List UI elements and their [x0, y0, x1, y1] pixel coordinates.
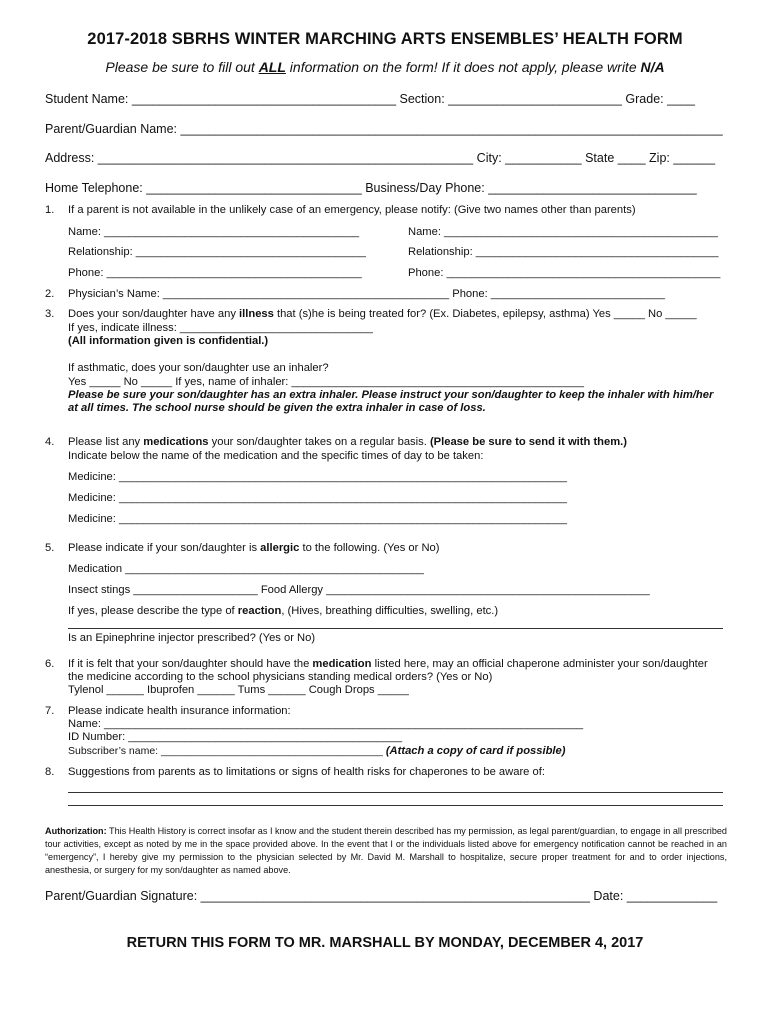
chaperone-medication-question: If it is felt that your son/daughter should have the medication listed here, may an official chaperone administer your son/daughter	[68, 658, 708, 670]
item-5-number: 5.	[45, 542, 55, 554]
medicine-line-2[interactable]: Medicine: ________________________________________________________________________	[68, 492, 567, 504]
allergy-medication-line[interactable]: Medication ________________________________________________	[68, 563, 424, 575]
otc-medications-line[interactable]: Tylenol ______ Ibuprofen ______ Tums ______ Cough Drops _____	[68, 684, 409, 696]
item-1-text: If a parent is not available in the unlikely case of an emergency, please notify: (Give two names other than parents)	[68, 204, 636, 216]
reaction-answer-line[interactable]	[68, 628, 723, 629]
form-title: 2017-2018 SBRHS WINTER MARCHING ARTS ENSEMBLES’ HEALTH FORM	[87, 30, 683, 48]
emergency-phone-1[interactable]: Phone: _________________________________________	[68, 267, 362, 279]
emergency-name-1[interactable]: Name: _________________________________________	[68, 226, 360, 238]
chaperone-medication-line-2: the medicine according to the school physicians standing medical orders? (Yes or No)	[68, 671, 493, 683]
inhaler-note-1: Please be sure your son/daughter has an extra inhaler. Please instruct your son/daughter to keep the inhaler with him/her	[68, 389, 714, 401]
item-7-number: 7.	[45, 705, 55, 717]
parent-name-line[interactable]: Parent/Guardian Name: ______________________________________________________________________________	[45, 122, 723, 136]
item-1-number: 1.	[45, 204, 55, 216]
epinephrine-question: Is an Epinephrine injector prescribed? (Yes or No)	[68, 632, 316, 644]
return-instructions: RETURN THIS FORM TO MR. MARSHALL BY MONDAY, DECEMBER 4, 2017	[126, 935, 644, 951]
inhaler-line[interactable]: Yes _____ No _____ If yes, name of inhaler: _______________________________________________	[68, 376, 584, 388]
item-3-number: 3.	[45, 308, 55, 320]
emergency-relationship-2[interactable]: Relationship: _______________________________________	[408, 246, 719, 258]
medicine-line-1[interactable]: Medicine: ________________________________________________________________________	[68, 471, 567, 483]
illness-question[interactable]: Does your son/daughter have any illness that (s)he is being treated for? (Ex. Diabetes, epilepsy, asthma) Yes _____ No _____	[68, 308, 697, 320]
subscriber-line[interactable]: Subscriber’s name: ______________________________________ (Attach a copy of card if possible)	[68, 745, 566, 757]
insurance-id-line[interactable]: ID Number: ____________________________________________	[68, 731, 403, 743]
emergency-name-2[interactable]: Name: ____________________________________________	[408, 226, 718, 238]
emergency-phone-2[interactable]: Phone: ____________________________________________	[408, 267, 721, 279]
item-8-number: 8.	[45, 766, 55, 778]
reaction-question: If yes, please describe the type of reaction, (Hives, breathing difficulties, swelling, etc.)	[68, 605, 499, 617]
physician-line[interactable]: Physician’s Name: ______________________________________________ Phone: ____________________________	[68, 288, 666, 300]
inhaler-note-2: at all times. The school nurse should be given the extra inhaler in case of loss.	[68, 402, 486, 414]
insurance-question: Please indicate health insurance information:	[68, 705, 291, 717]
address-line[interactable]: Address: ______________________________________________________ City: ___________ State ____ Zip: ______	[45, 151, 716, 165]
form-instructions: Please be sure to fill out ALL information on the form! If it does not apply, please write N/A	[105, 59, 665, 75]
allergy-question: Please indicate if your son/daughter is allergic to the following. (Yes or No)	[68, 542, 440, 554]
item-6-number: 6.	[45, 658, 55, 670]
emergency-relationship-1[interactable]: Relationship: _____________________________________	[68, 246, 366, 258]
insurance-name-line[interactable]: Name: _____________________________________________________________________________	[68, 718, 584, 730]
suggestions-question: Suggestions from parents as to limitations or signs of health risks for chaperones to be aware of:	[68, 766, 545, 778]
student-name-line[interactable]: Student Name: ______________________________________ Section: _________________________ Grade: ____	[45, 92, 695, 106]
suggestions-line-2[interactable]	[68, 805, 723, 806]
telephone-line[interactable]: Home Telephone: _______________________________ Business/Day Phone: ______________________________	[45, 181, 697, 195]
allergy-insect-food-line[interactable]: Insect stings ____________________ Food Allergy ____________________________________________________	[68, 584, 650, 596]
confidential-note: (All information given is confidential.)	[68, 335, 269, 347]
item-2-number: 2.	[45, 288, 55, 300]
illness-indicate-line[interactable]: If yes, indicate illness: _______________________________	[68, 322, 373, 334]
medicine-line-3[interactable]: Medicine: ________________________________________________________________________	[68, 513, 567, 525]
medications-question: Please list any medications your son/daughter takes on a regular basis. (Please be sure to send it with them.)	[68, 436, 628, 448]
asthma-question: If asthmatic, does your son/daughter use an inhaler?	[68, 362, 329, 374]
suggestions-line-1[interactable]	[68, 792, 723, 793]
signature-date-line[interactable]: Parent/Guardian Signature: ________________________________________________________ Date: _____________	[45, 889, 718, 903]
item-4-number: 4.	[45, 436, 55, 448]
medications-indicate: Indicate below the name of the medication and the specific times of day to be taken:	[68, 450, 484, 462]
authorization-paragraph: Authorization: This Health History is correct insofar as I know and the student therein described has my permission, as legal parent/guardian, to engage in all prescribed tour activities, except as noted by me in the space provided above. In the event that I or the individuals listed above for emergency notification cannot be reached in an “emergency”, I hereby give my permission to the physician selected by Mr. David M. Marshall to hospitalize, secure proper treatment for and to order injections, anesthesia, or surgery for my son/daughter as named above.	[45, 826, 727, 875]
